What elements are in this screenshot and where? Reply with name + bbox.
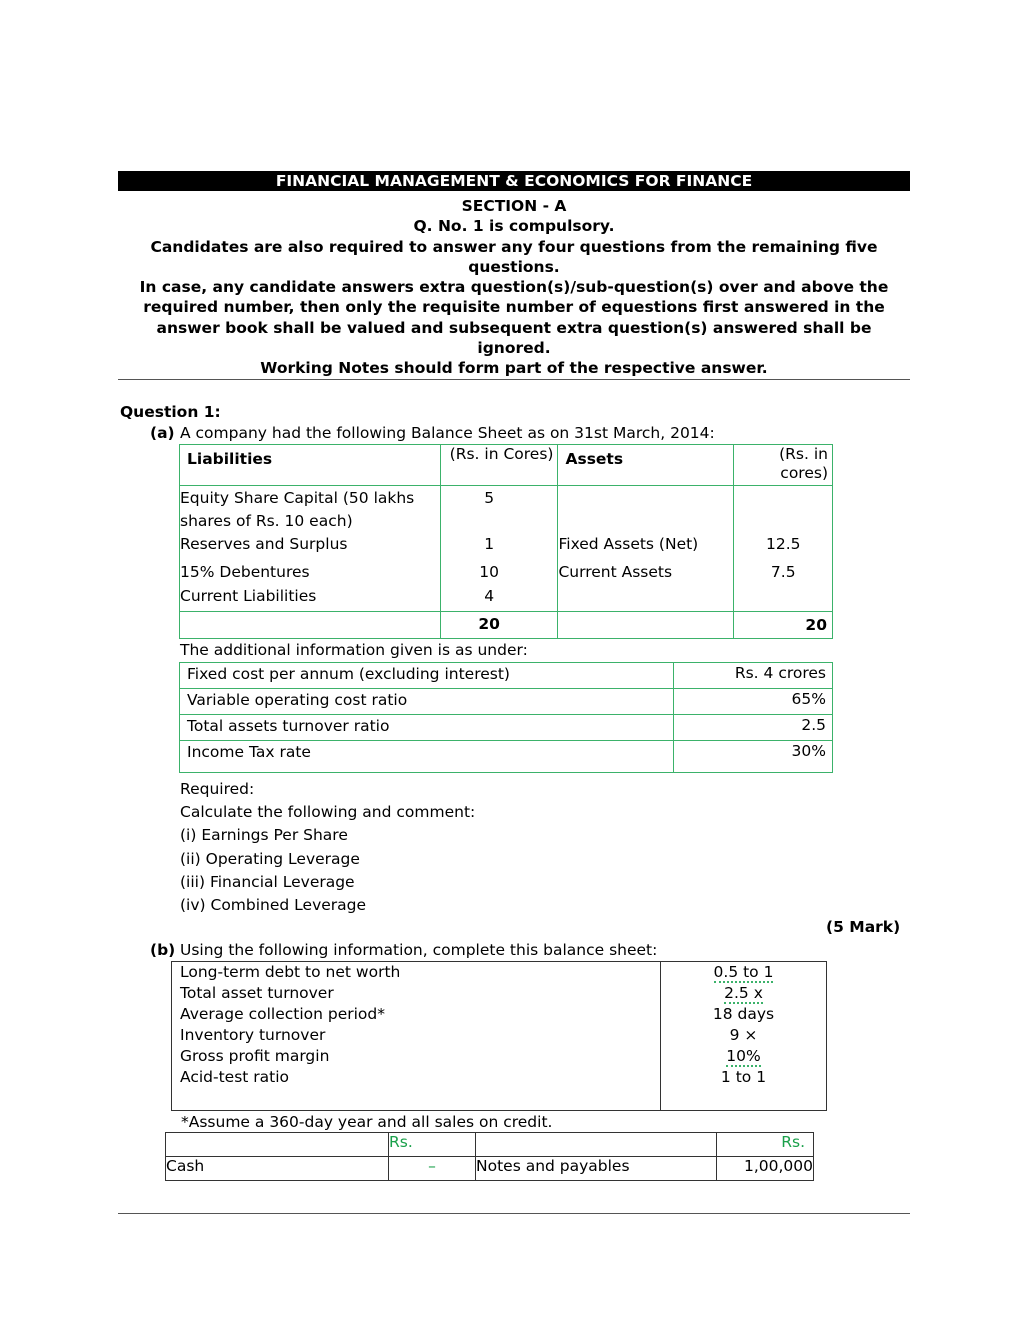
- ratio-label: Total asset turnover: [180, 984, 334, 1002]
- section-heading: SECTION - A: [461, 197, 567, 215]
- assumption-note: *Assume a 360-day year and all sales on credit.: [181, 1113, 553, 1131]
- info-label: Income Tax rate: [180, 741, 674, 773]
- additional-info-label: The additional information given is as under:: [180, 641, 528, 659]
- ratio-value-text: 1 to 1: [720, 1068, 767, 1086]
- part-a-text: A company had the following Balance Sheet as on 31st March, 2014:: [180, 424, 715, 442]
- liability-item: Equity Share Capital (50 lakhs shares of Rs. 10 each): [180, 489, 415, 530]
- ratio-value: [661, 1004, 826, 1025]
- info-label: Total assets turnover ratio: [180, 715, 674, 741]
- asset-item: Fixed Assets (Net): [558, 535, 699, 553]
- cash-label: Cash: [166, 1157, 389, 1181]
- part-b-text: Using the following information, complete this balance sheet:: [180, 941, 658, 959]
- ratio-label: Acid-test ratio: [180, 1068, 290, 1086]
- rs-header: Rs.: [717, 1133, 814, 1157]
- part-b-label: (b): [150, 941, 176, 959]
- ratio-label: Inventory turnover: [180, 1026, 326, 1044]
- footer-divider: [118, 1213, 910, 1214]
- info-row: [180, 715, 833, 741]
- header-amount-l: (Rs. in Cores): [440, 445, 558, 486]
- compulsory-note: Q. No. 1 is compulsory.: [413, 217, 615, 236]
- instruction-1: Candidates are also required to answer any four questions from the remaining five questions.: [150, 237, 878, 276]
- required-item: (iv) Combined Leverage: [180, 896, 367, 915]
- paper-title: FINANCIAL MANAGEMENT & ECONOMICS FOR FINANCE: [118, 171, 910, 191]
- required-list: [180, 778, 475, 917]
- required-item: Required:: [180, 780, 255, 798]
- part-a-label: (a): [150, 424, 175, 442]
- ratio-value-text: 10%: [726, 1047, 761, 1065]
- asset-value: 12.5: [765, 535, 801, 553]
- instruction-3: Working Notes should form part of the respective answer.: [260, 359, 768, 378]
- ratio-value: [661, 983, 826, 1004]
- ratio-label: Long-term debt to net worth: [180, 963, 401, 981]
- liability-value: 5: [484, 489, 495, 507]
- info-value: 2.5: [674, 715, 833, 741]
- notes-payables-value: 1,00,000: [717, 1157, 814, 1181]
- info-row: [180, 689, 833, 715]
- ratio-value-text: 0.5 to 1: [713, 963, 774, 981]
- balance-sheet-table: [179, 444, 833, 639]
- ratio-value: [661, 1046, 826, 1067]
- asset-value: 7.5: [770, 563, 796, 581]
- required-item: (i) Earnings Per Share: [180, 826, 348, 845]
- header-amount-a: (Rs. in cores): [734, 445, 833, 486]
- ratio-value: [661, 1025, 826, 1046]
- cash-value: –: [389, 1157, 476, 1181]
- liability-item: Reserves and Surplus: [180, 535, 348, 553]
- info-label: Variable operating cost ratio: [180, 689, 674, 715]
- info-value: 65%: [674, 689, 833, 715]
- divider: [118, 379, 910, 380]
- liability-value: 4: [484, 587, 495, 605]
- ratio-value-text: 2.5 x: [724, 984, 763, 1002]
- balance-sheet-template: [165, 1132, 814, 1181]
- instructions: [118, 196, 910, 379]
- required-item: Calculate the following and comment:: [180, 803, 476, 822]
- total-liabilities: 20: [440, 612, 558, 639]
- ratio-label: Gross profit margin: [180, 1047, 330, 1065]
- info-row: [180, 663, 833, 689]
- additional-info-table: [179, 662, 833, 773]
- instruction-2: In case, any candidate answers extra question(s)/sub-question(s) over and above the required number, then only the requisite number of equestions first answered in the answer book shall be valued and subsequent extra question(s) answered shall be ignored.: [139, 278, 889, 358]
- info-value: Rs. 4 crores: [674, 663, 833, 689]
- required-item: (ii) Operating Leverage: [180, 849, 360, 868]
- question-title: Question 1:: [120, 403, 221, 421]
- ratio-value: [661, 962, 826, 983]
- notes-payables-label: Notes and payables: [476, 1157, 717, 1181]
- required-item: (iii) Financial Leverage: [180, 872, 355, 891]
- total-assets: 20: [734, 612, 833, 639]
- liability-item: 15% Debentures: [180, 563, 310, 581]
- rs-header: Rs.: [389, 1133, 476, 1157]
- info-value: 30%: [674, 741, 833, 773]
- liability-value: 10: [479, 563, 500, 581]
- header-liabilities: Liabilities: [180, 445, 441, 486]
- ratio-value-text: 18 days: [712, 1005, 775, 1023]
- ratio-value: [661, 1067, 826, 1088]
- info-row: [180, 741, 833, 773]
- asset-item: Current Assets: [558, 563, 673, 581]
- ratio-label: Average collection period*: [180, 1005, 385, 1023]
- liability-value: 1: [484, 535, 495, 553]
- ratios-table: [171, 961, 827, 1111]
- marks: (5 Mark): [826, 918, 901, 936]
- ratio-value-text: 9 ×: [729, 1026, 758, 1044]
- info-label: Fixed cost per annum (excluding interest): [180, 663, 674, 689]
- header-assets: Assets: [558, 445, 734, 486]
- liability-item: Current Liabilities: [180, 587, 317, 605]
